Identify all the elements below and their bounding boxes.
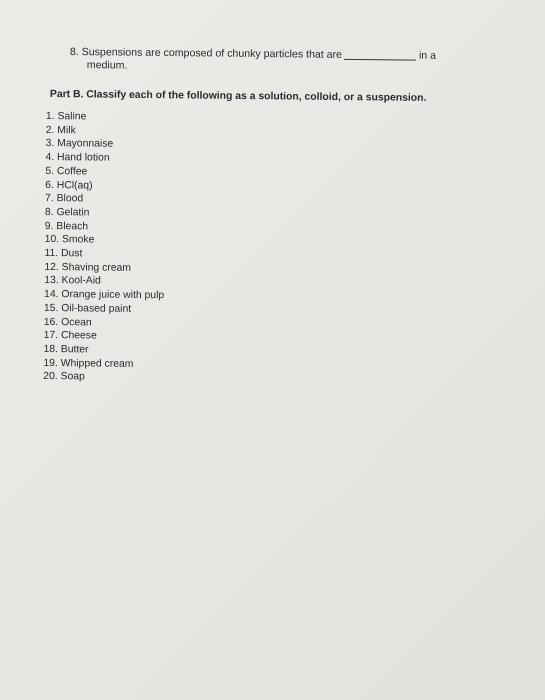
list-item: 14. Orange juice with pulp [44,289,165,302]
answer-blank [344,58,416,61]
list-item: 4. Hand lotion [45,152,110,164]
list-item: 12. Shaving cream [44,261,132,274]
list-item: 17. Cheese [43,330,97,342]
list-item: 5. Coffee [45,165,88,178]
list-item: 19. Whipped cream [43,357,134,370]
list-item: 9. Bleach [44,220,89,233]
list-item: 3. Mayonnaise [45,138,114,151]
list-item: 6. HCl(aq) [45,179,93,192]
list-item: 15. Oil-based paint [43,302,132,315]
list-item: 7. Blood [45,193,84,205]
list-item: 16. Ocean [43,316,92,329]
list-item: 8. Gelatin [44,206,90,219]
classification-list [43,110,166,385]
question-8 [70,46,470,76]
list-item: 13. Kool-Aid [44,275,101,288]
list-item: 10. Smoke [44,234,95,246]
part-b-heading: Part B. Classify each of the following as a solution, colloid, or a suspension. [49,89,427,104]
list-item: 11. Dust [44,248,83,260]
list-item: 18. Butter [43,343,89,356]
list-item: 1. Saline [45,110,87,123]
list-item: 20. Soap [43,371,85,383]
question-8-text-after: in a [418,49,437,62]
list-item: 2. Milk [45,124,76,137]
question-8-line2: medium. [86,59,128,72]
question-8-text: 8. Suspensions are composed of chunky particles that are [69,46,343,61]
